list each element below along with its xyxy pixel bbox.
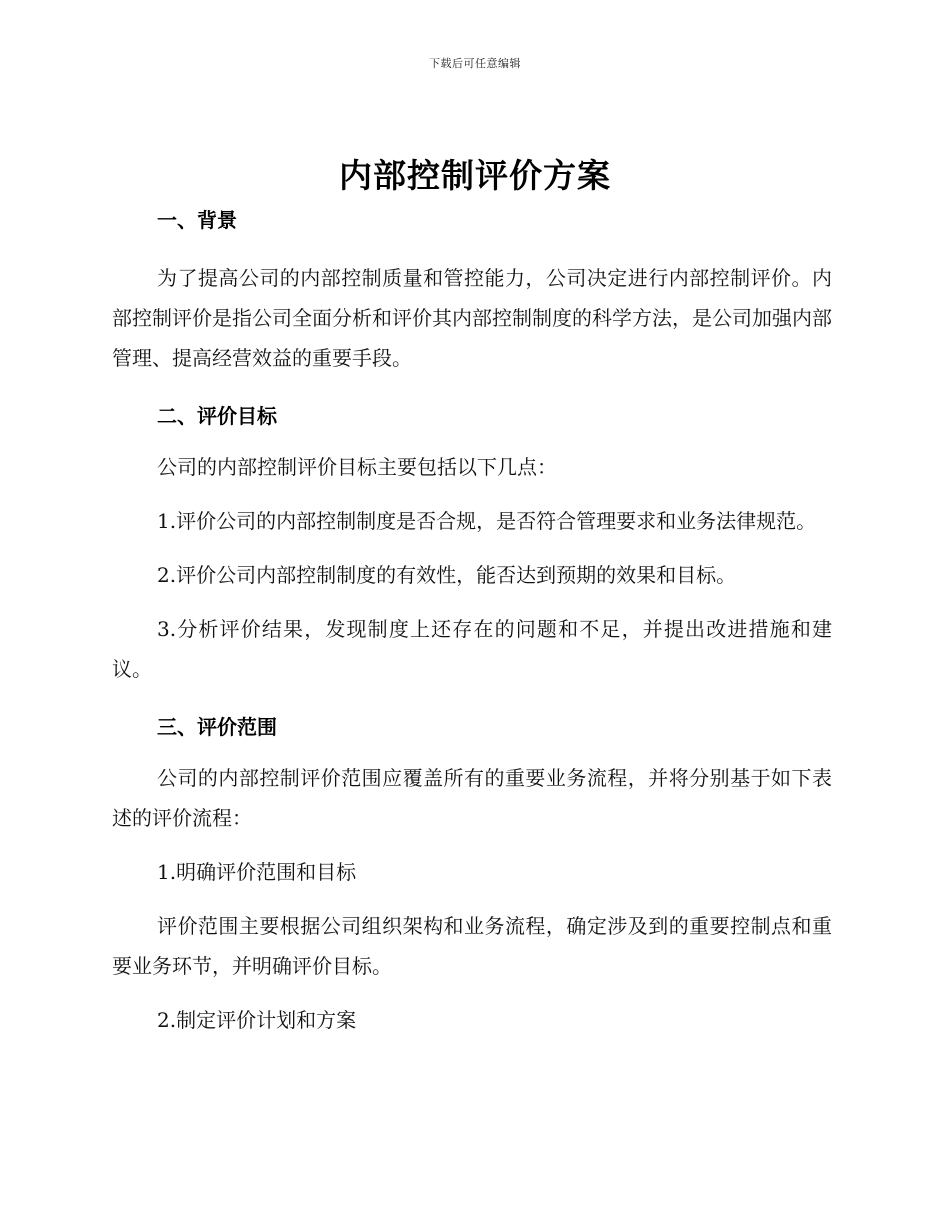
scope-step-2: 2.制定评价计划和方案: [157, 1008, 357, 1032]
objective-item-2: 2.评价公司内部控制制度的有效性，能否达到预期的效果和目标。: [157, 563, 737, 587]
objectives-intro-paragraph: 公司的内部控制评价目标主要包括以下几点：: [157, 455, 557, 479]
section-heading-background: 一、背景: [157, 208, 237, 232]
scope-step-1-detail: 评价范围主要根据公司组织架构和业务流程，确定涉及到的重要控制点和重要业务环节，并明确评价目标。: [112, 914, 832, 978]
document-body: [112, 203, 832, 1040]
header-note: 下载后可任意编辑: [429, 57, 521, 70]
objective-item-3: 3.分析评价结果，发现制度上还存在的问题和不足，并提出改进措施和建议。: [112, 617, 832, 681]
scope-step-1: 1.明确评价范围和目标: [157, 860, 357, 884]
section-heading-objectives: 二、评价目标: [157, 404, 277, 428]
scope-intro-paragraph: 公司的内部控制评价范围应覆盖所有的重要业务流程，并将分别基于如下表述的评价流程：: [112, 766, 832, 830]
objective-item-1: 1.评价公司的内部控制制度是否合规，是否符合管理要求和业务法律规范。: [157, 509, 817, 533]
section-heading-scope: 三、评价范围: [157, 715, 277, 739]
document-title: 内部控制评价方案: [339, 156, 611, 195]
background-paragraph: 为了提高公司的内部控制质量和管控能力，公司决定进行内部控制评价。内部控制评价是指公司全面分析和评价其内部控制制度的科学方法，是公司加强内部管理、提高经营效益的重要手段。: [112, 266, 832, 370]
